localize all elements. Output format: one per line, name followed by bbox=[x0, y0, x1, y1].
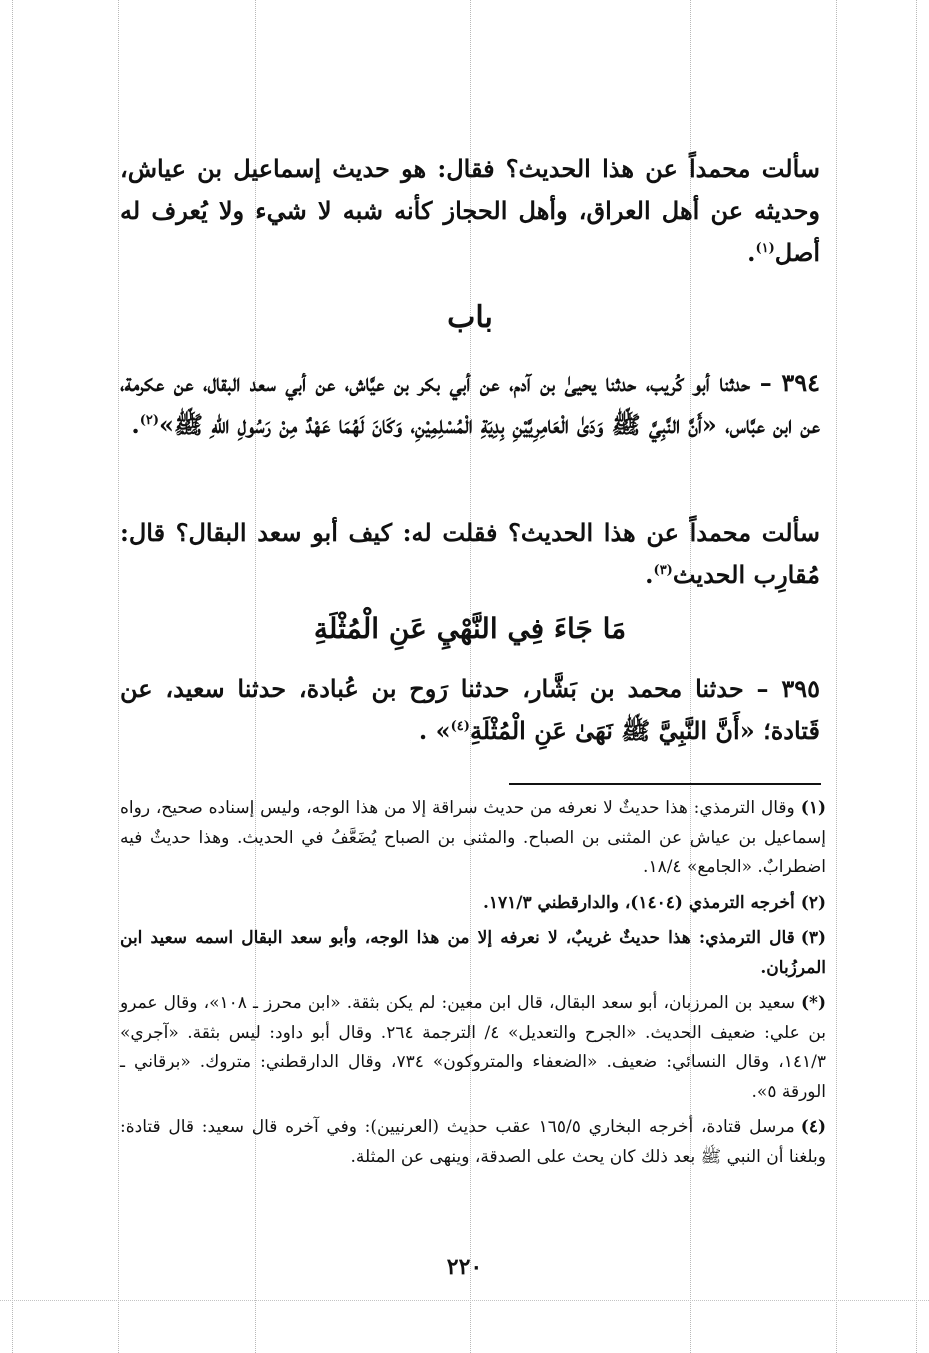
hadith-matn: «أَنَّ النَّبِيَّ ﷺ وَدَىٰ الْعَامِرِيَّيْنِ بِدِيَةِ الْمُسْلِمِيْنِ، وَكَانَ لَهُمَا عَهْدٌ مِنْ رَسُولِ اللهِ ﷺ» bbox=[159, 410, 717, 439]
footnotes bbox=[120, 794, 826, 1178]
hadith-isnad: – حدثنا محمد بن بَشَّار، حدثنا رَوح بن عُبادة، حدثنا سعيد، عن قَتادة؛ bbox=[120, 674, 820, 745]
hadith-number: ٣٩٥ bbox=[781, 674, 820, 703]
footnote-3 bbox=[120, 924, 826, 983]
footnote-star bbox=[120, 989, 826, 1107]
footnote-number: (٢) bbox=[800, 892, 826, 913]
paragraph-1 bbox=[120, 148, 820, 274]
footnote-number: (١) bbox=[800, 798, 826, 818]
paragraph-2-text: سألت محمداً عن هذا الحديث؟ فقلت له: كيف أبو سعد البقال؟ قال: مُقارِب الحديث bbox=[120, 518, 820, 589]
footnote-ref-4[interactable]: (٤) bbox=[450, 719, 470, 734]
footnote-ref-1[interactable]: (١) bbox=[755, 241, 775, 256]
footnote-1 bbox=[120, 794, 826, 883]
scan-guide-left bbox=[12, 0, 13, 1353]
scan-guide-inner-left bbox=[118, 0, 119, 1353]
paragraph-1-text: سألت محمداً عن هذا الحديث؟ فقال: هو حديث إسماعيل بن عياش، وحديثه عن أهل العراق، وأهل الحجاز كأنه شبه لا شيء ولا يُعرف له أصل bbox=[120, 154, 821, 267]
footnote-text: قال الترمذي: هذا حديثٌ غريبٌ، لا نعرفه إلا من هذا الوجه، وأبو سعد البقال اسمه سعيد ابن المرزُبان. bbox=[120, 928, 826, 978]
footnote-separator bbox=[509, 783, 821, 785]
hadith-395 bbox=[120, 668, 820, 752]
page-number: ٢٢٠ bbox=[446, 1254, 483, 1280]
footnote-number: (٤) bbox=[800, 1117, 827, 1137]
footnote-number: (٣) bbox=[800, 928, 826, 948]
footnote-number: (*) bbox=[801, 993, 826, 1013]
hadith-number: ٣٩٤ bbox=[781, 368, 820, 397]
footnote-text: سعيد بن المرزبان، أبو سعد البقال، قال ابن معين: لم يكن بثقة. «ابن محرز ـ ١٠٨»، وقال عمرو بن علي: ضعيف الحديث. «الجرح والتعديل» ٤/ الترجمة ٢٦٤. وقال أبو داود: ليس بثقة. «آجري» ١٤١/٣، وقال النسائي: ضعيف. «الضعفاء والمتروكون» ٧٣٤، وقال الدارقطني: متروك. «برقاني ـ الورقة ٥». bbox=[120, 993, 827, 1102]
hadith-matn: «أَنَّ النَّبِيَّ ﷺ نَهَىٰ عَنِ الْمُثْلَةِ bbox=[469, 716, 755, 745]
footnote-2 bbox=[120, 889, 826, 919]
hadith-394 bbox=[120, 362, 820, 446]
hadith-end: » . bbox=[418, 716, 451, 745]
paragraph-2-end: . bbox=[645, 560, 654, 589]
hadith-end: . bbox=[131, 410, 140, 439]
chapter-heading-muthla: مَا جَاءَ فِي النَّهْيِ عَنِ الْمُثْلَةِ bbox=[313, 612, 627, 645]
footnote-text: مرسل قتادة، أخرجه البخاري ١٦٥/٥ عقب حديث (العرنيين): وفي آخره قال سعيد: قال قتادة: وبلغنا أن النبي ﷺ بعد ذلك كان يحث على الصدقة، وينهى عن المثلة. bbox=[120, 1117, 826, 1167]
footnote-text: أخرجه الترمذي (١٤٠٤)، والدارقطني ١٧١/٣. bbox=[482, 892, 795, 913]
footnote-text: وقال الترمذي: هذا حديثٌ لا نعرفه من حديث سراقة إلا من هذا الوجه، وليس إسناده صحيح، رواه إسماعيل بن عياش عن المثنى بن الصباح. والمثنى بن الصباح يُضَعَّفُ في الحديث. وهذا حديثٌ فيه اضطرابٌ. «الجامع» ١٨/٤. bbox=[120, 798, 826, 877]
paragraph-1-end: . bbox=[747, 238, 756, 267]
footnote-ref-3[interactable]: (٣) bbox=[653, 563, 673, 578]
section-heading-bab: باب bbox=[447, 300, 493, 335]
scan-guide-right bbox=[916, 0, 917, 1353]
scan-guide-inner-right bbox=[836, 0, 837, 1353]
footnote-ref-2[interactable]: (٢) bbox=[139, 413, 160, 428]
hadith-isnad: – حدثنا أبو كُريب، حدثنا يحيىٰ بن آدم، عن أبي بكر بن عيَّاش، عن أبي سعد البقال، عن عكرمة، عن ابن عبَّاس، bbox=[120, 368, 820, 439]
paragraph-2 bbox=[120, 512, 820, 596]
footnote-4 bbox=[120, 1113, 826, 1172]
scan-guide-bottom bbox=[0, 1300, 929, 1301]
